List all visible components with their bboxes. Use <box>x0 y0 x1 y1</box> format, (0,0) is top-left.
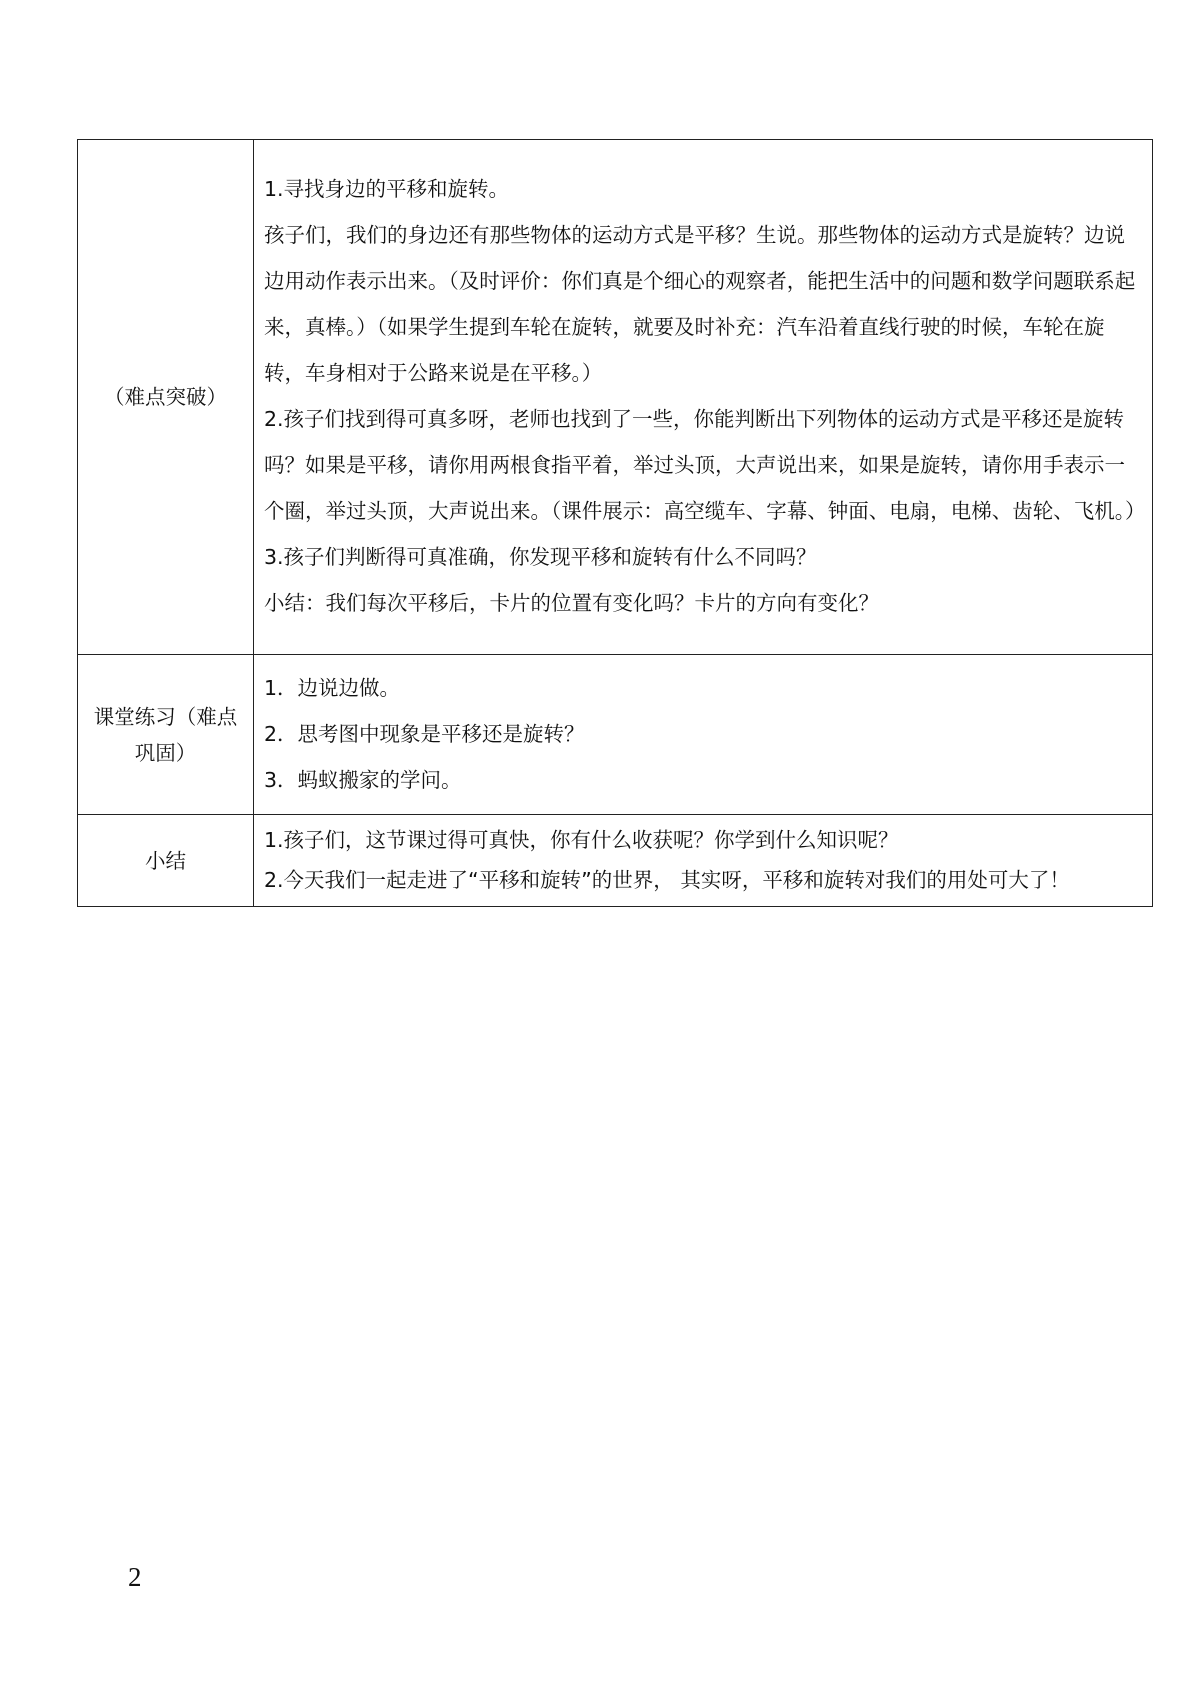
table-row <box>78 140 1153 655</box>
row-label: 小结 <box>78 815 254 907</box>
content-line: 小结：我们每次平移后，卡片的位置有变化吗？卡片的方向有变化？ <box>264 591 879 615</box>
row-content <box>254 815 1153 907</box>
content-line: 1．边说边做。 <box>264 675 401 700</box>
table-row <box>78 815 1153 907</box>
row-label: 课堂练习（难点巩固） <box>78 655 254 815</box>
content-line: 1.寻找身边的平移和旋转。 <box>264 177 510 201</box>
content-line: 2.孩子们找到得可真多呀，老师也找到了一些，你能判断出下列物体的运动方式是平移还是旋转吗？如果是平移，请你用两根食指平着，举过头顶，大声说出来，如果是旋转，请你用手表示一个圈，举过头顶，大声说出来。（课件展示：高空缆车、字幕、钟面、电扇，电梯、齿轮、飞机。） <box>264 407 1146 523</box>
row-label: （难点突破） <box>78 140 254 655</box>
row-content <box>254 140 1153 655</box>
content-line: 孩子们，我们的身边还有那些物体的运动方式是平移？生说。那些物体的运动方式是旋转？边说边用动作表示出来。（及时评价：你们真是个细心的观察者，能把生活中的问题和数学问题联系起来，真棒。）（如果学生提到车轮在旋转，就要及时补充：汽车沿着直线行驶的时候，车轮在旋转，车身相对于公路来说是在平移。） <box>264 223 1136 385</box>
table-row <box>78 655 1153 815</box>
content-line: 3.孩子们判断得可真准确，你发现平移和旋转有什么不同吗？ <box>264 545 817 569</box>
row-content <box>254 655 1153 815</box>
content-line: 2.今天我们一起走进了“平移和旋转”的世界， 其实呀，平移和旋转对我们的用处可大了！ <box>264 867 1070 892</box>
content-line: 3．蚂蚁搬家的学问。 <box>264 767 462 792</box>
content-line: 1.孩子们，这节课过得可真快，你有什么收获呢？你学到什么知识呢？ <box>264 827 899 852</box>
lesson-table <box>77 139 1153 907</box>
content-line: 2．思考图中现象是平移还是旋转？ <box>264 721 585 746</box>
page-number: 2 <box>128 1562 142 1592</box>
